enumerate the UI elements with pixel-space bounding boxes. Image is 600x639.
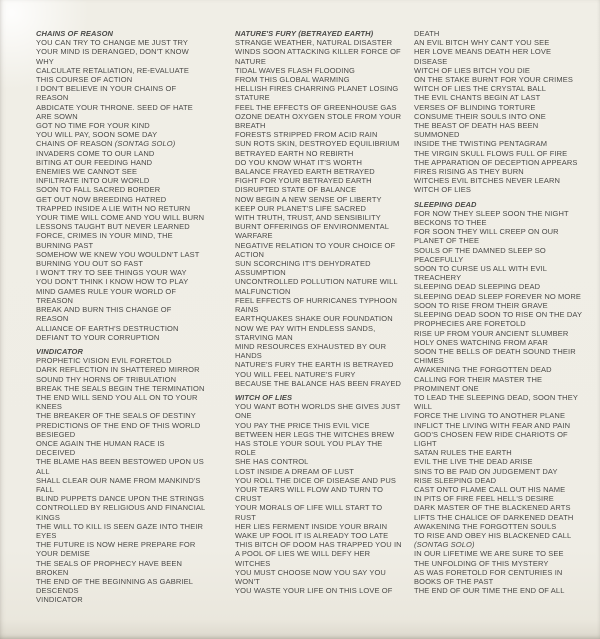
lyric-line: WARFARE bbox=[235, 231, 273, 241]
lyric-line: TO RISE AND OBEY HIS BLACKENED CALL bbox=[414, 530, 572, 540]
lyric-line: FEEL THE EFFECTS OF GREENHOUSE GAS bbox=[235, 102, 397, 112]
lyric-line: DO YOU KNOW WHAT IT'S WORTH bbox=[235, 157, 363, 167]
lyric-line: FIGHT FOR YOUR BETRAYED EARTH bbox=[235, 176, 372, 186]
lyric-line: THE END WILL SEND YOU ALL ON TO YOUR bbox=[36, 392, 198, 402]
lyric-line: ON THE STAKE BURNT FOR YOUR CRIMES bbox=[414, 75, 573, 85]
lyric-line: HAS STOLE YOUR SOUL YOU PLAY THE bbox=[235, 438, 383, 448]
lyric-line: MALFUNCTION bbox=[235, 286, 291, 296]
lyric-line: THE VIRGIN SKULL FLOWS FULL OF FIRE bbox=[414, 148, 568, 158]
lyric-line: THE BEAST OF DEATH HAS BEEN bbox=[414, 121, 539, 131]
lyric-line: REASON bbox=[36, 93, 69, 103]
lyric-line: YOU CAN TRY TO CHANGE ME JUST TRY bbox=[36, 38, 189, 48]
lyric-line: REASON bbox=[36, 314, 69, 324]
lyric-line: VERSES OF BLINDING TORTURE bbox=[414, 102, 536, 112]
lyric-line: ONE bbox=[235, 411, 252, 421]
lyric-line: CRUST bbox=[235, 494, 262, 504]
lyric-line: THE WILL TO KILL IS SEEN GAZE INTO THEIR bbox=[36, 521, 204, 531]
lyric-line: GOD'S CHOSEN FEW RIDE CHARIOTS OF bbox=[414, 429, 568, 439]
lyric-line: ABDICATE YOUR THRONE. SEED OF HATE bbox=[36, 102, 193, 112]
lyric-line: YOU ROLL THE DICE OF DISEASE AND PUS bbox=[235, 475, 397, 485]
lyric-line: SLEEPING DEAD SLEEPING DEAD bbox=[414, 282, 541, 292]
lyric-line: CONTROLLED BY RELIGIOUS AND FINANCIAL bbox=[36, 503, 206, 513]
song-title: NATURE'S FURY (BETRAYED EARTH) bbox=[235, 29, 374, 38]
lyric-line: STRANGE WEATHER, NATURAL DISASTER bbox=[235, 38, 393, 48]
lyric-line: IN OUR LIFETIME WE ARE SURE TO SEE bbox=[414, 549, 564, 559]
lyric-line: SOON THE BELLS OF DEATH SOUND THEIR bbox=[414, 346, 576, 356]
lyric-line: BESIEGED bbox=[36, 429, 76, 439]
lyric-line: HER LOVE MEANS DEATH HER LOVE bbox=[414, 47, 552, 57]
lyrics-column-3 bbox=[414, 29, 600, 595]
lyric-line: YOU PAY THE PRICE THIS EVIL VICE bbox=[235, 420, 370, 430]
lyric-line: RISE SLEEPING DEAD bbox=[414, 475, 497, 485]
lyric-line: OZONE DEATH OXYGEN STOLE FROM YOUR bbox=[235, 111, 402, 121]
lyric-line: SLEEPING DEAD SOON TO RISE ON THE DAY bbox=[414, 310, 583, 320]
lyric-line: ALLIANCE OF EARTH'S DESTRUCTION bbox=[36, 323, 179, 333]
lyric-line: YOU WILL PAY, SOON SOME DAY bbox=[36, 130, 158, 140]
lyric-line: TIDAL WAVES FLASH FLOODING bbox=[235, 65, 355, 75]
lyric-line: THE FUTURE IS NOW HERE PREPARE FOR bbox=[36, 540, 196, 550]
lyric-line: KNEES bbox=[36, 402, 63, 412]
lyric-line: AWAKENING THE FORGOTTEN DEAD bbox=[414, 365, 552, 375]
lyric-line: FORCE, CRIMES IN YOUR MIND, THE bbox=[36, 231, 173, 241]
lyric-line: ALL bbox=[36, 466, 50, 476]
lyric-line: BECAUSE THE BALANCE HAS BEEN FRAYED bbox=[235, 378, 402, 388]
lyric-line: DARK MASTER OF THE BLACKENED ARTS bbox=[414, 503, 571, 513]
lyric-line: STARVING MAN bbox=[235, 332, 293, 342]
lyric-line: CONSUME THEIR SOULS INTO ONE bbox=[414, 111, 546, 121]
lyric-line: EVIL THE LIVE THE DEAD ARISE bbox=[414, 457, 533, 467]
lyric-line: RUST bbox=[235, 512, 256, 522]
lyric-line: LESSONS TAUGHT BUT NEVER LEARNED bbox=[36, 222, 190, 232]
song-block bbox=[36, 29, 232, 342]
song-block bbox=[235, 393, 431, 595]
lyric-line: FEEL EFFECTS OF HURRICANES TYPHOON bbox=[235, 295, 398, 305]
lyric-line: BECKONS TO THEE bbox=[414, 218, 487, 228]
lyric-line: ASSUMPTION bbox=[235, 268, 286, 278]
lyric-line: NATURE bbox=[235, 56, 266, 66]
lyric-line: PREDICTIONS OF THE END OF THIS WORLD bbox=[36, 420, 201, 430]
lyric-line: DECEIVED bbox=[36, 448, 76, 458]
lyric-line: DARK REFLECTION IN SHATTERED MIRROR bbox=[36, 365, 200, 375]
lyric-line: FORCE THE LIVING TO ANOTHER PLANE bbox=[414, 411, 566, 421]
lyric-line: INFLICT THE LIVING WITH FEAR AND PAIN bbox=[414, 420, 571, 430]
lyric-line: WITCHES EVIL BITCHES NEVER LEARN bbox=[414, 176, 561, 186]
lyric-line: YOUR MIND IS DERANGED, DON'T KNOW bbox=[36, 47, 189, 57]
lyric-line: PROPHECIES ARE FORETOLD bbox=[414, 319, 526, 329]
lyric-line: WITCH OF LIES THE CRYSTAL BALL bbox=[414, 84, 547, 94]
lyric-line: SUN SCORCHING IT'S DEHYDRATED bbox=[235, 259, 371, 269]
lyric-line: WHY bbox=[36, 56, 54, 66]
song-title: VINDICATOR bbox=[36, 346, 83, 356]
lyric-line: NATURE'S FURY THE EARTH IS BETRAYED bbox=[235, 360, 394, 370]
lyric-line: NOW BEGIN A NEW SENSE OF LIBERTY bbox=[235, 194, 382, 204]
lyric-line: THE BREAKER OF THE SEALS OF DESTINY bbox=[36, 411, 196, 421]
lyric-line: EARTHQUAKES SHAKE OUR FOUNDATION bbox=[235, 314, 393, 324]
lyric-line: BURNING PAST bbox=[36, 240, 94, 250]
lyric-line: WITCH OF LIES bbox=[414, 185, 471, 195]
lyric-line: STATURE bbox=[235, 93, 270, 103]
lyric-line: CAST ONTO FLAME CALL OUT HIS NAME bbox=[414, 484, 566, 494]
lyric-line: KINGS bbox=[36, 512, 60, 522]
lyric-line: IN PITS OF FIRE FEEL HELL'S DESIRE bbox=[414, 494, 554, 504]
lyric-line: HANDS bbox=[235, 351, 262, 361]
lyric-line: WAKE UP FOOL IT IS ALREADY TOO LATE bbox=[235, 530, 389, 540]
lyric-line: PEACEFULLY bbox=[414, 254, 464, 264]
lyric-line: (SONTAG SOLO) bbox=[414, 540, 475, 550]
lyric-line: BLIND PUPPETS DANCE UPON THE STRINGS bbox=[36, 494, 204, 504]
lyric-line: FORESTS STRIPPED FROM ACID RAIN bbox=[235, 130, 378, 140]
lyric-line: BALANCE FRAYED EARTH BETRAYED bbox=[235, 167, 375, 177]
lyric-line: EYES bbox=[36, 530, 57, 540]
lyric-line: SHALL CLEAR OUR NAME FROM MANKIND'S bbox=[36, 475, 201, 485]
lyric-line: LIGHT bbox=[414, 438, 437, 448]
song-block bbox=[414, 200, 600, 596]
lyric-line: TREASON bbox=[36, 295, 74, 305]
lyric-line: ENEMIES WE CANNOT SEE bbox=[36, 167, 138, 177]
lyric-line: SLEEPING DEAD SLEEP FOREVER NO MORE bbox=[414, 291, 582, 301]
lyric-line: LOST INSIDE A DREAM OF LUST bbox=[235, 466, 354, 476]
lyric-line: TRAPPED INSIDE A LIE WITH NO RETURN bbox=[36, 203, 191, 213]
lyric-line: WILL bbox=[414, 402, 432, 412]
lyric-line: BETRAYED EARTH NO REBIRTH bbox=[235, 148, 354, 158]
lyrics-column-2 bbox=[235, 29, 431, 595]
lyric-line: SOULS OF THE DAMNED SLEEP SO bbox=[414, 245, 546, 255]
lyric-line: KEEP OUR PLANET'S LIFE SACRED bbox=[235, 203, 367, 213]
lyric-line: CALCULATE RETALIATION, RE-EVALUATE bbox=[36, 65, 189, 75]
lyric-line: PROMINENT ONE bbox=[414, 383, 479, 393]
lyric-line: GOT NO TIME FOR YOUR KIND bbox=[36, 121, 150, 131]
lyric-line: FOR NOW THEY SLEEP SOON THE NIGHT bbox=[414, 208, 569, 218]
lyric-line: YOU WANT BOTH WORLDS SHE GIVES JUST bbox=[235, 402, 401, 412]
lyrics-column-1 bbox=[36, 29, 232, 605]
lyric-line: DEFIANT TO YOUR CORRUPTION bbox=[36, 332, 160, 342]
lyric-line: WITH TRUTH, TRUST, AND SENSIBILITY bbox=[235, 213, 381, 223]
lyric-line: FIRES RISING AS THEY BURN bbox=[414, 167, 524, 177]
lyric-line: SUMMONED bbox=[414, 130, 460, 140]
lyric-line: NOW WE PAY WITH ENDLESS SANDS, bbox=[235, 323, 376, 333]
lyric-line: BOOKS OF THE PAST bbox=[414, 576, 494, 586]
lyric-line: YOU DON'T THINK I KNOW HOW TO PLAY bbox=[36, 277, 189, 287]
lyric-line: HOLY ONES WATCHING FROM AFAR bbox=[414, 337, 548, 347]
lyric-line: CHAINS OF REASON (SONTAG SOLO) bbox=[36, 139, 176, 149]
song-title: CHAINS OF REASON bbox=[36, 29, 114, 38]
lyric-line: BURNT OFFERINGS OF ENVIRONMENTAL bbox=[235, 222, 389, 232]
lyric-line: DEATH bbox=[414, 29, 440, 38]
lyric-line: RISE UP FROM YOUR ANCIENT SLUMBER bbox=[414, 328, 569, 338]
lyric-line: DESCENDS bbox=[36, 586, 79, 596]
lyric-line: PLANET OF THEE bbox=[414, 236, 480, 246]
lyric-line: WITCH OF LIES BITCH YOU DIE bbox=[414, 65, 531, 75]
lyric-line: FALL bbox=[36, 484, 54, 494]
lyric-line: SINS TO BE PAID ON JUDGEMENT DAY bbox=[414, 466, 558, 476]
lyric-line: LIFTS THE CHALICE OF DARKENED DEATH bbox=[414, 512, 574, 522]
lyric-line: SUN ROTS SKIN, DESTROYED EQUILIBRIUM bbox=[235, 139, 400, 149]
song-block-continued bbox=[414, 29, 600, 195]
lyric-line: DISRUPTED STATE OF BALANCE bbox=[235, 185, 357, 195]
lyric-line: RAINS bbox=[235, 305, 259, 315]
lyric-line: BREAK THE SEALS BEGIN THE TERMINATION bbox=[36, 383, 205, 393]
lyric-line: CALLING FOR THEIR MASTER THE bbox=[414, 374, 543, 384]
lyric-line: I DON'T BELIEVE IN YOUR CHAINS OF bbox=[36, 84, 177, 94]
lyric-line: INSIDE THE TWISTING PENTAGRAM bbox=[414, 139, 548, 149]
lyric-line: THE END OF OUR TIME THE END OF ALL bbox=[414, 586, 565, 596]
lyric-line: WON'T bbox=[235, 576, 260, 586]
lyric-line: THE APPARATION OF DECEPTION APPEARS bbox=[414, 157, 578, 167]
lyric-line: THE BLAME HAS BEEN BESTOWED UPON US bbox=[36, 457, 204, 467]
lyric-line: NEGATIVE RELATION TO YOUR CHOICE OF bbox=[235, 240, 396, 250]
lyric-line: YOUR MORALS OF LIFE WILL START TO bbox=[235, 503, 383, 513]
lyric-line: THIS COURSE OF ACTION bbox=[36, 75, 133, 85]
song-title: SLEEPING DEAD bbox=[414, 199, 477, 209]
lyric-line: UNCONTROLLED POLLUTION NATURE WILL bbox=[235, 277, 398, 287]
lyric-line: SOMEHOW WE KNEW YOU WOULDN'T LAST bbox=[36, 249, 200, 259]
lyric-line: SATAN RULES THE EARTH bbox=[414, 448, 512, 458]
lyric-line: WITCHES bbox=[235, 558, 271, 568]
lyric-line: THIS BITCH OF DOOM HAS TRAPPED YOU IN bbox=[235, 540, 402, 550]
lyric-line: THE SEALS OF PROPHECY HAVE BEEN bbox=[36, 558, 182, 568]
lyric-line: BREATH bbox=[235, 121, 266, 131]
lyric-line: CHIMES bbox=[414, 356, 444, 366]
lyric-line: BURNING YOU OUT SO FAST bbox=[36, 259, 144, 269]
lyric-line: ROLE bbox=[235, 448, 256, 458]
lyric-line: I WON'T TRY TO SEE THINGS YOUR WAY bbox=[36, 268, 187, 278]
lyric-line: VINDICATOR bbox=[36, 595, 83, 605]
lyric-line: FROM THIS GLOBAL WARMING bbox=[235, 75, 350, 85]
lyric-line: BITING AT OUR FEEDING HAND bbox=[36, 157, 153, 167]
lyric-line: SOUND THY HORNS OF TRIBULATION bbox=[36, 374, 177, 384]
lyric-line: FOR SOON THEY WILL CREEP ON OUR bbox=[414, 227, 559, 237]
lyric-line: HER LIES FERMENT INSIDE YOUR BRAIN bbox=[235, 521, 388, 531]
lyric-line: YOU WILL FEEL NATURE'S FURY bbox=[235, 369, 356, 379]
lyric-line: THE EVIL CHANTS BEGIN AT LAST bbox=[414, 93, 541, 103]
lyric-line: SHE HAS CONTROL bbox=[235, 457, 309, 467]
lyric-line: HELLISH FIRES CHARRING PLANET LOSING bbox=[235, 84, 399, 94]
lyric-line: AN EVIL BITCH WHY CAN'T YOU SEE bbox=[414, 38, 550, 48]
lyric-line: MIND GAMES RULE YOUR WORLD OF bbox=[36, 286, 177, 296]
lyric-line: ACTION bbox=[235, 249, 265, 259]
lyric-line: YOUR TIME WILL COME AND YOU WILL BURN bbox=[36, 213, 205, 223]
lyric-line: WINDS SOON ATTACKING KILLER FORCE OF bbox=[235, 47, 401, 57]
song-block bbox=[36, 347, 232, 605]
lyric-line: YOU MUST CHOOSE NOW YOU SAY YOU bbox=[235, 567, 386, 577]
lyric-line: SOON TO FALL SACRED BORDER bbox=[36, 185, 161, 195]
lyric-line: YOUR DEMISE bbox=[36, 549, 90, 559]
lyric-line: TREACHERY bbox=[414, 273, 462, 283]
lyric-line: BREAK AND BURN THIS CHANGE OF bbox=[36, 305, 172, 315]
lyric-line: GET OUT NOW BREEDING HATRED bbox=[36, 194, 167, 204]
lyric-line: SOON TO RISE FROM THEIR GRAVE bbox=[414, 300, 548, 310]
lyric-line: ARE SOWN bbox=[36, 111, 78, 121]
lyric-line: THE END OF THE BEGINNING AS GABRIEL bbox=[36, 576, 194, 586]
lyric-line: INFILTRATE INTO OUR WORLD bbox=[36, 176, 150, 186]
lyric-line: A POOL OF LIES WE WILL DEFY HER bbox=[235, 549, 371, 559]
lyric-line: ONCE AGAIN THE HUMAN RACE IS bbox=[36, 438, 165, 448]
lyric-line: PROPHETIC VISION EVIL FORETOLD bbox=[36, 356, 172, 366]
lyric-line: DISEASE bbox=[414, 56, 448, 66]
lyric-line: YOUR TEARS WILL FLOW AND TURN TO bbox=[235, 484, 384, 494]
lyric-line: AWAKENING THE FORGOTTEN SOULS bbox=[414, 521, 557, 531]
lyric-line: INVADERS COME TO OUR LAND bbox=[36, 148, 155, 158]
lyric-line: MIND RESOURCES EXHAUSTED BY OUR bbox=[235, 341, 387, 351]
lyric-line: BROKEN bbox=[36, 567, 69, 577]
lyric-line: AS WAS FORETOLD FOR CENTURIES IN bbox=[414, 567, 563, 577]
lyric-line: TO LEAD THE SLEEPING DEAD, SOON THEY bbox=[414, 392, 578, 402]
lyric-line: BETWEEN HER LEGS THE WITCHES BREW bbox=[235, 429, 395, 439]
lyric-line: THE UNFOLDING OF THIS MYSTERY bbox=[414, 558, 549, 568]
song-block bbox=[235, 29, 431, 388]
lyric-line: SOON TO CURSE US ALL WITH EVIL bbox=[414, 264, 548, 274]
lyric-line: YOU WASTE YOUR LIFE ON THIS LOVE OF bbox=[235, 586, 393, 596]
song-title: WITCH OF LIES bbox=[235, 392, 293, 402]
